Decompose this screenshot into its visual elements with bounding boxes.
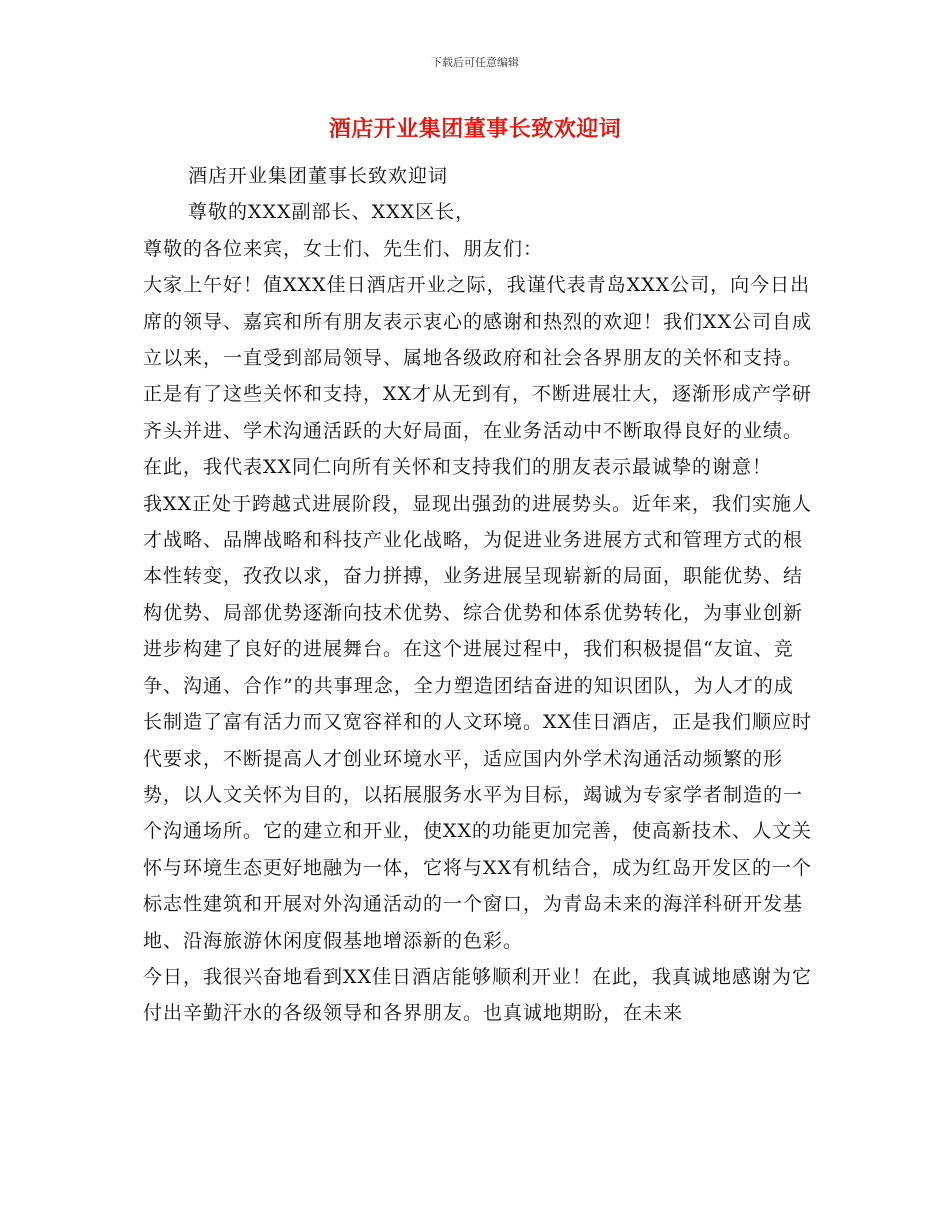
body-paragraph: 大家上午好！值XXX佳日酒店开业之际，我谨代表青岛XXX公司，向今日出席的领导、嘉宾和所有朋友表示衷心的感谢和热烈的欢迎！我们XX公司自成立以来，一直受到部局领导、属地各级政府和社会各界朋友的关怀和支持。正是有了这些关怀和支持，XX才从无到有，不断进展壮大，逐渐形成产学研齐头并进、学术沟通活跃的大好局面，在业务活动中不断取得良好的业绩。在此，我代表XX同仁向所有关怀和支持我们的朋友表示最诚挚的谢意！ <box>143 274 813 479</box>
salutation-line-1: 尊敬的XXX副部长、XXX区长， <box>188 201 476 224</box>
document-title: 酒店开业集团董事长致欢迎词 <box>328 117 622 142</box>
body-paragraph: 今日，我很兴奋地看到XX佳日酒店能够顺利开业！在此，我真诚地感谢为它付出辛勤汗水的各级领导和各界朋友。也真诚地期盼，在未来 <box>143 965 813 1025</box>
salutation-line-2: 尊敬的各位来宾，女士们、先生们、朋友们： <box>143 237 544 260</box>
subtitle-line: 酒店开业集团董事长致欢迎词 <box>188 165 449 187</box>
body-paragraph: 我XX正处于跨越式进展阶段，显现出强劲的进展势头。近年来，我们实施人才战略、品牌战略和科技产业化战略，为促进业务进展方式和管理方式的根本性转变，孜孜以求，奋力拼搏，业务进展呈现崭新的局面，职能优势、结构优势、局部优势逐渐向技术优势、综合优势和体系优势转化，为事业创新进步构建了良好的进展舞台。在这个进展过程中，我们积极提倡“友谊、竞争、沟通、合作”的共事理念，全力塑造团结奋进的知识团队，为人才的成长制造了富有活力而又宽容祥和的人文环境。XX佳日酒店，正是我们顺应时代要求，不断提高人才创业环境水平，适应国内外学术沟通活动频繁的形势，以人文关怀为目的，以拓展服务水平为目标，竭诚为专家学者制造的一个沟通场所。它的建立和开业，使XX的功能更加完善，使高新技术、人文关怀与环境生态更好地融为一体，它将与XX有机结合，成为红岛开发区的一个标志性建筑和开展对外沟通活动的一个窗口，为青岛未来的海洋科研开发基地、沿海旅游休闲度假基地增添新的色彩。 <box>143 492 813 952</box>
header-note: 下载后可任意编辑 <box>431 56 519 69</box>
document-body <box>143 158 813 1032</box>
